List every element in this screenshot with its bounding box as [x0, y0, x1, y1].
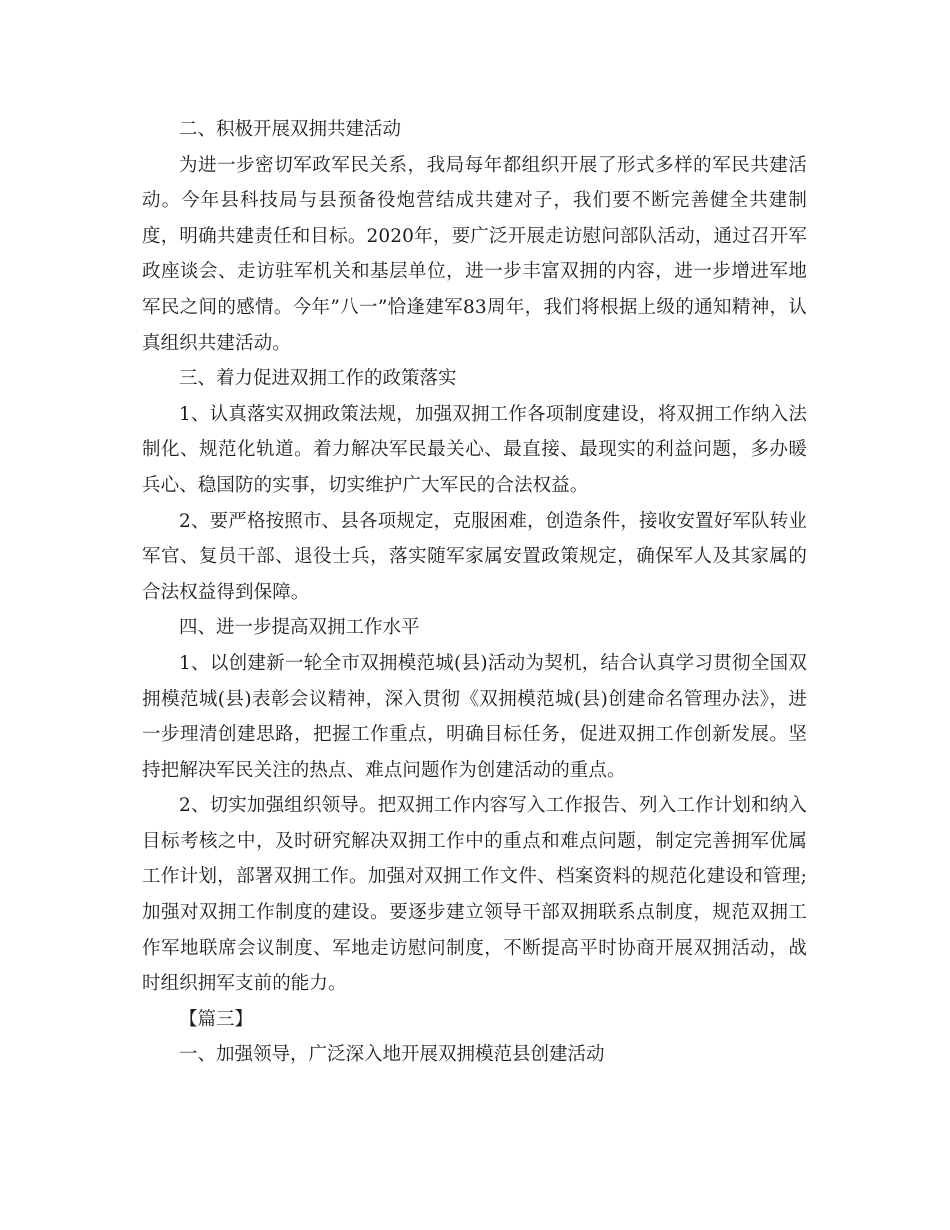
paragraph: 1、以创建新一轮全市双拥模范城(县)活动为契机，结合认真学习贯彻全国双拥模范城(县)表彰会议精神，深入贯彻《双拥模范城(县)创建命名管理办法》，进一步理清创建思路，把握工作重点，明确目标任务，促进双拥工作创新发展。坚持把解决军民关注的热点、难点问题作为创建活动的重点。	[142, 652, 807, 781]
section-heading: 三、着力促进双拥工作的政策落实	[179, 368, 457, 390]
section-heading: 一、加强领导，广泛深入地开展双拥模范县创建活动	[179, 1044, 605, 1066]
paragraph: 1、认真落实双拥政策法规，加强双拥工作各项制度建设，将双拥工作纳入法制化、规范化轨道。着力解决军民最关心、最直接、最现实的利益问题，多办暖兵心、稳国防的实事，切实维护广大军民的合法权益。	[142, 403, 807, 496]
paragraph: 2、要严格按照市、县各项规定，克服困难，创造条件，接收安置好军队转业军官、复员干部、退役士兵，落实随军家属安置政策规定，确保军人及其家属的合法权益得到保障。	[142, 510, 807, 603]
document-body	[142, 112, 807, 1073]
part-heading: 【篇三】	[179, 1008, 254, 1030]
section-heading: 二、积极开展双拥共建活动	[179, 119, 402, 140]
paragraph: 2、切实加强组织领导。把双拥工作内容写入工作报告、列入工作计划和纳入目标考核之中，及时研究解决双拥工作中的重点和难点问题，制定完善拥军优属工作计划，部署双拥工作。加强对双拥工作文件、档案资料的规范化建设和管理;加强对双拥工作制度的建设。要逐步建立领导干部双拥联系点制度，规范双拥工作军地联席会议制度、军地走访慰问制度，不断提高平时协商开展双拥活动，战时组织拥军支前的能力。	[142, 795, 807, 995]
paragraph: 为进一步密切军政军民关系，我局每年都组织开展了形式多样的军民共建活动。今年县科技局与县预备役炮营结成共建对子，我们要不断完善健全共建制度，明确共建责任和目标。2020年，要广泛开展走访慰问部队活动，通过召开军政座谈会、走访驻军机关和基层单位，进一步丰富双拥的内容，进一步增进军地军民之间的感情。今年”八一”恰逢建军83周年，我们将根据上级的通知精神，认真组织共建活动。	[142, 154, 807, 354]
section-heading: 四、进一步提高双拥工作水平	[179, 617, 420, 639]
